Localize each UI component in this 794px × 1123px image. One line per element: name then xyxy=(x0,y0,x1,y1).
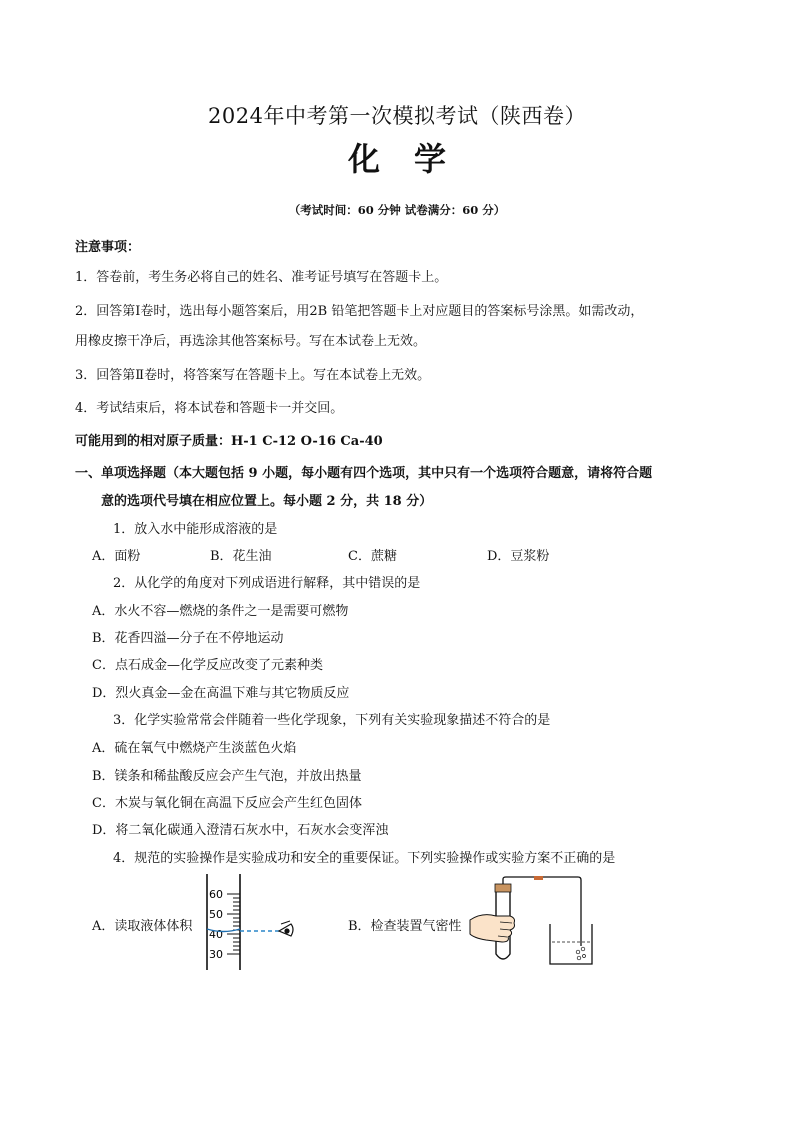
exam-title: 2024年中考第一次模拟考试（陕西卷） xyxy=(208,104,586,128)
option: D．将二氧化碳通入澄清石灰水中，石灰水会变浑浊 xyxy=(92,823,389,838)
figure-b-label: B．检查装置气密性 xyxy=(348,919,462,934)
option: C．蔗糖 xyxy=(348,549,397,564)
question-stem: 3．化学实验常常会伴随着一些化学现象，下列有关实验现象描述不符合的是 xyxy=(113,713,551,728)
option: D．豆浆粉 xyxy=(487,549,550,564)
atomic-masses: 可能用到的相对原子质量：H-1 C-12 O-16 Ca-40 xyxy=(75,434,383,449)
option: B．花生油 xyxy=(210,549,272,564)
cylinder-tick-marks xyxy=(227,894,240,954)
option: B．镁条和稀盐酸反应会产生气泡，并放出热量 xyxy=(92,769,362,784)
tube-connector xyxy=(534,876,543,880)
notice-item: 1．答卷前，考生务必将自己的姓名、准考证号填写在答题卡上。 xyxy=(75,270,448,285)
bubble xyxy=(583,955,586,958)
notice-item: 3．回答第Ⅱ卷时，将答案写在答题卡上。写在本试卷上无效。 xyxy=(75,368,431,383)
cylinder-figure xyxy=(195,872,305,972)
hand-icon xyxy=(470,915,515,942)
question-stem: 2．从化学的角度对下列成语进行解释，其中错误的是 xyxy=(113,576,421,591)
bubble xyxy=(577,956,581,960)
option: C．木炭与氧化铜在高温下反应会产生红色固体 xyxy=(92,796,362,811)
tick-label: 30 xyxy=(209,948,223,961)
eye-icon xyxy=(279,921,293,936)
option: B．花香四溢—分子在不停地运动 xyxy=(92,631,284,646)
rubber-stopper xyxy=(495,884,511,892)
subject-title: 化学 xyxy=(347,140,480,178)
option: D．烈火真金—金在高温下难与其它物质反应 xyxy=(92,686,350,701)
question-stem: 4．规范的实验操作是实验成功和安全的重要保证。下列实验操作或实验方案不正确的是 xyxy=(113,851,616,866)
option: A．水火不容—燃烧的条件之一是需要可燃物 xyxy=(92,604,349,619)
notice-heading: 注意事项： xyxy=(75,240,141,255)
tick-label: 40 xyxy=(209,928,223,941)
notice-item: 4．考试结束后，将本试卷和答题卡一并交回。 xyxy=(75,401,344,416)
delivery-tube xyxy=(503,877,581,946)
option: A．面粉 xyxy=(92,549,141,564)
tick-label: 50 xyxy=(209,908,223,921)
bubble xyxy=(581,947,585,951)
exam-info: （考试时间：60 分钟 试卷满分：60 分） xyxy=(288,203,506,217)
option: A．硫在氧气中燃烧产生淡蓝色火焰 xyxy=(92,741,297,756)
bubble xyxy=(576,950,580,954)
figure-a-label: A．读取液体体积 xyxy=(92,919,193,934)
section-heading-cont: 意的选项代号填在相应位置上。每小题 2 分，共 18 分） xyxy=(101,494,433,509)
tick-label: 60 xyxy=(209,888,223,901)
notice-item: 2．回答第Ⅰ卷时，选出每小题答案后，用2B 铅笔把答题卡上对应题目的答案标号涂黑。如需改动， xyxy=(75,304,644,319)
section-heading: 一、单项选择题（本大题包括 9 小题，每小题有四个选项，其中只有一个选项符合题意，请将符合题 xyxy=(75,466,653,481)
notice-item: 用橡皮擦干净后，再选涂其他答案标号。写在本试卷上无效。 xyxy=(75,334,427,349)
option: C．点石成金—化学反应改变了元素种类 xyxy=(92,658,323,673)
airtightness-apparatus-figure xyxy=(466,876,596,972)
question-stem: 1．放入水中能形成溶液的是 xyxy=(113,522,278,537)
beaker xyxy=(550,924,592,964)
